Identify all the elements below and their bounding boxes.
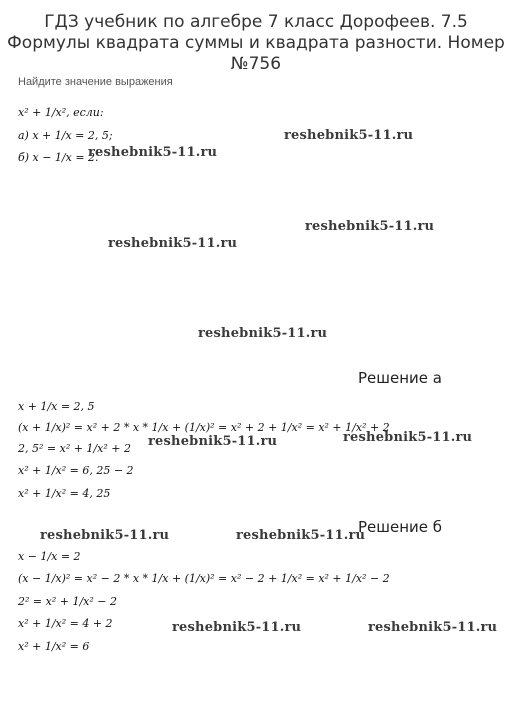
solution-a-line: 2, 5² = x² + 1/x² + 2 <box>18 442 131 455</box>
solution-b-line: x² + 1/x² = 6 <box>18 640 90 653</box>
task-part-b: б) x − 1/x = 2. <box>18 151 99 164</box>
solution-a-line: (x + 1/x)² = x² + 2 * x * 1/x + (1/x)² = x² + 2 + 1/x² = x² + 1/x² + 2 <box>18 421 390 434</box>
solution-b-heading: Решение б <box>358 518 443 536</box>
solution-a-line: x² + 1/x² = 4, 25 <box>18 487 111 500</box>
watermark: reshebnik5-11.ru <box>368 620 498 635</box>
solution-b-line: (x − 1/x)² = x² − 2 * x * 1/x + (1/x)² = x² − 2 + 1/x² = x² + 1/x² − 2 <box>18 572 390 585</box>
watermark: reshebnik5-11.ru <box>305 219 435 234</box>
watermark: reshebnik5-11.ru <box>108 236 238 251</box>
solution-a-heading: Решение а <box>358 369 442 387</box>
solution-a-line: x² + 1/x² = 6, 25 − 2 <box>18 464 134 477</box>
watermark: reshebnik5-11.ru <box>198 326 328 341</box>
watermark: reshebnik5-11.ru <box>236 528 366 543</box>
watermark: reshebnik5-11.ru <box>284 128 414 143</box>
watermark: reshebnik5-11.ru <box>172 620 302 635</box>
watermark: reshebnik5-11.ru <box>343 430 473 445</box>
task-part-a: а) x + 1/x = 2, 5; <box>18 129 113 142</box>
watermark: reshebnik5-11.ru <box>148 434 278 449</box>
page-title: ГДЗ учебник по алгебре 7 класс Дорофеев. 7.5 Формулы квадрата суммы и квадрата разности. Номер №756 <box>7 12 505 74</box>
solution-b-line: x² + 1/x² = 4 + 2 <box>18 617 113 630</box>
task-expression: x² + 1/x², если: <box>18 106 104 119</box>
solution-b-line: x − 1/x = 2 <box>18 550 81 563</box>
task-prompt: Найдите значение выражения <box>18 76 173 88</box>
solution-b-line: 2² = x² + 1/x² − 2 <box>18 595 117 608</box>
watermark: reshebnik5-11.ru <box>88 145 218 160</box>
solution-a-line: x + 1/x = 2, 5 <box>18 400 95 413</box>
watermark: reshebnik5-11.ru <box>40 528 170 543</box>
